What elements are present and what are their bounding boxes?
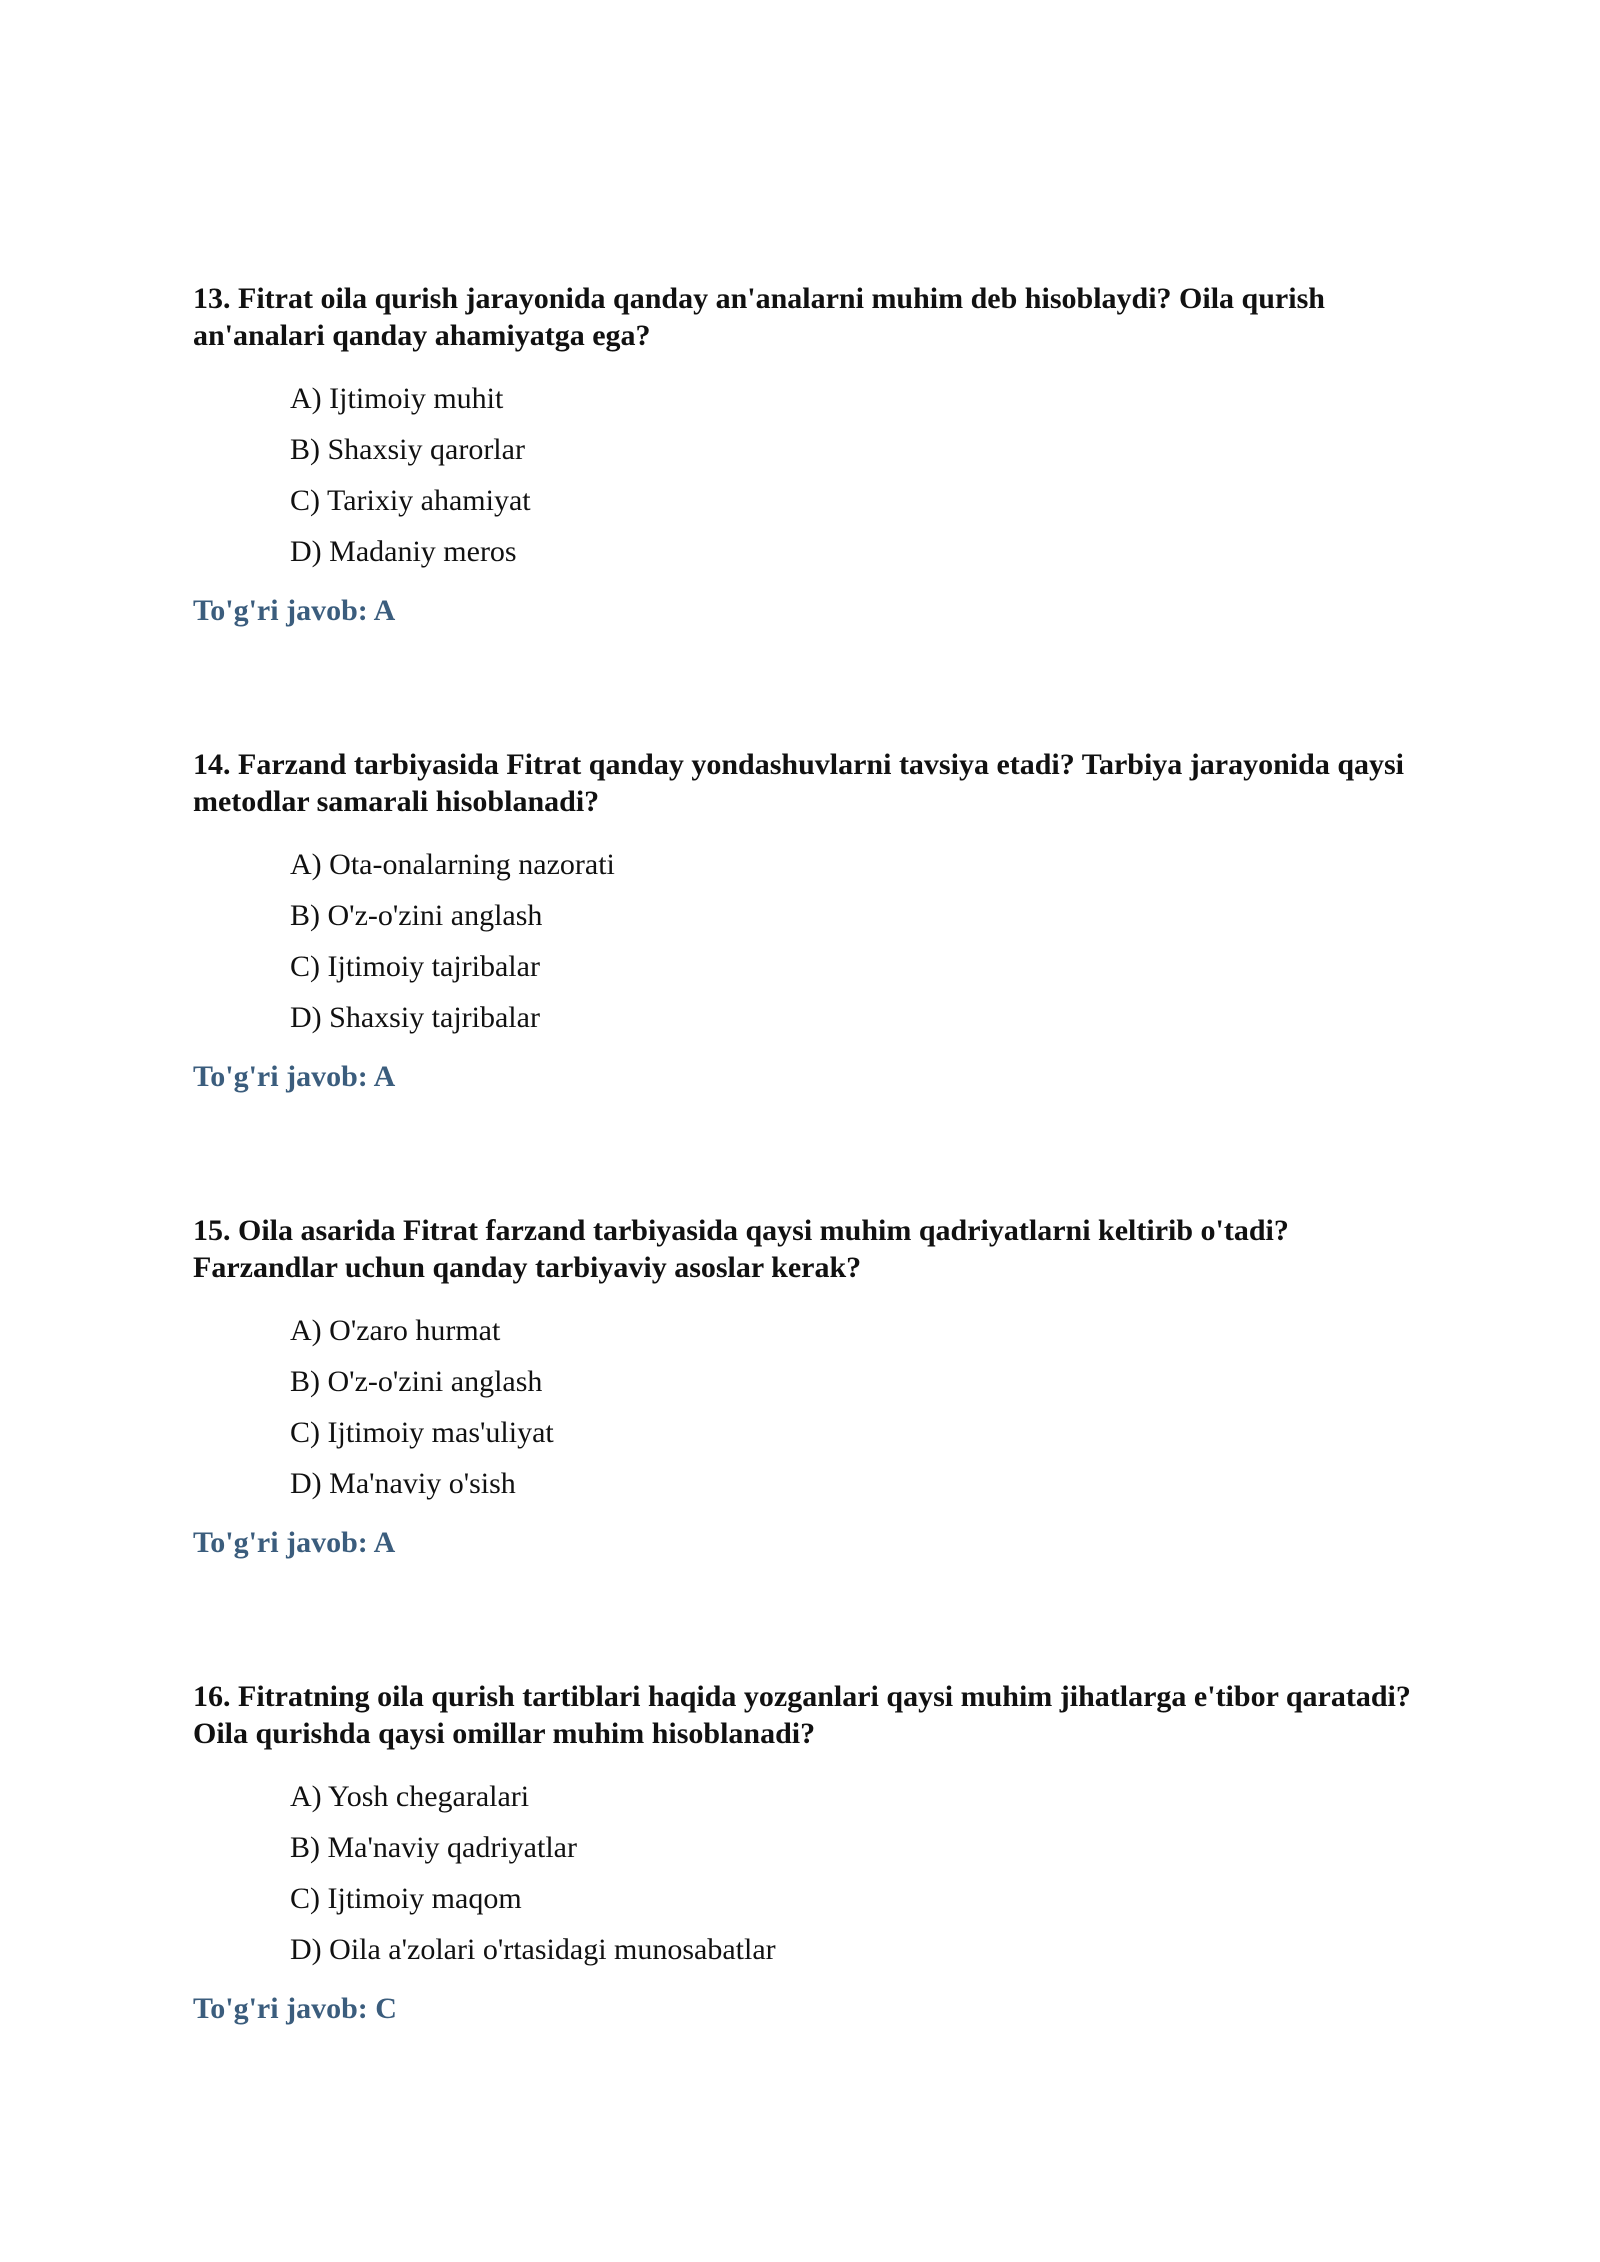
options-list <box>290 1771 1423 1975</box>
options-list <box>290 1305 1423 1509</box>
option-b: B) Shaxsiy qarorlar <box>290 433 525 466</box>
option-d: D) Ma'naviy o'sish <box>290 1467 516 1500</box>
option-c: C) Ijtimoiy maqom <box>290 1882 522 1915</box>
question-title: 15. Oila asarida Fitrat farzand tarbiyasida qaysi muhim qadriyatlarni keltirib o'tadi? Farzandlar uchun qanday tarbiyaviy asoslar kerak? <box>193 1214 1289 1284</box>
option-a: A) Ota-onalarning nazorati <box>290 848 615 881</box>
options-list <box>290 839 1423 1043</box>
question-block <box>193 280 1423 629</box>
option-a: A) Ijtimoiy muhit <box>290 382 504 415</box>
correct-answer: To'g'ri javob: A <box>193 1060 396 1093</box>
option-d: D) Shaxsiy tajribalar <box>290 1001 540 1034</box>
option-a: A) O'zaro hurmat <box>290 1314 501 1347</box>
option-a: A) Yosh chegaralari <box>290 1780 530 1813</box>
question-title: 14. Farzand tarbiyasida Fitrat qanday yondashuvlarni tavsiya etadi? Tarbiya jarayonida qaysi metodlar samarali hisoblanadi? <box>193 748 1405 818</box>
question-title: 16. Fitratning oila qurish tartiblari haqida yozganlari qaysi muhim jihatlarga e'tibor qaratadi? Oila qurishda qaysi omillar muhim hisoblanadi? <box>193 1680 1411 1750</box>
correct-answer: To'g'ri javob: A <box>193 594 396 627</box>
option-c: C) Tarixiy ahamiyat <box>290 484 531 517</box>
option-c: C) Ijtimoiy tajribalar <box>290 950 540 983</box>
question-block <box>193 1212 1423 1561</box>
option-c: C) Ijtimoiy mas'uliyat <box>290 1416 554 1449</box>
question-block <box>193 746 1423 1095</box>
option-b: B) O'z-o'zini anglash <box>290 1365 543 1398</box>
question-block <box>193 1678 1423 2027</box>
option-b: B) Ma'naviy qadriyatlar <box>290 1831 577 1864</box>
options-list <box>290 373 1423 577</box>
correct-answer: To'g'ri javob: C <box>193 1992 397 2025</box>
option-b: B) O'z-o'zini anglash <box>290 899 543 932</box>
option-d: D) Madaniy meros <box>290 535 517 568</box>
option-d: D) Oila a'zolari o'rtasidagi munosabatlar <box>290 1933 776 1966</box>
correct-answer: To'g'ri javob: A <box>193 1526 396 1559</box>
question-title: 13. Fitrat oila qurish jarayonida qanday an'analarni muhim deb hisoblaydi? Oila qurish an'analari qanday ahamiyatga ega? <box>193 282 1325 352</box>
